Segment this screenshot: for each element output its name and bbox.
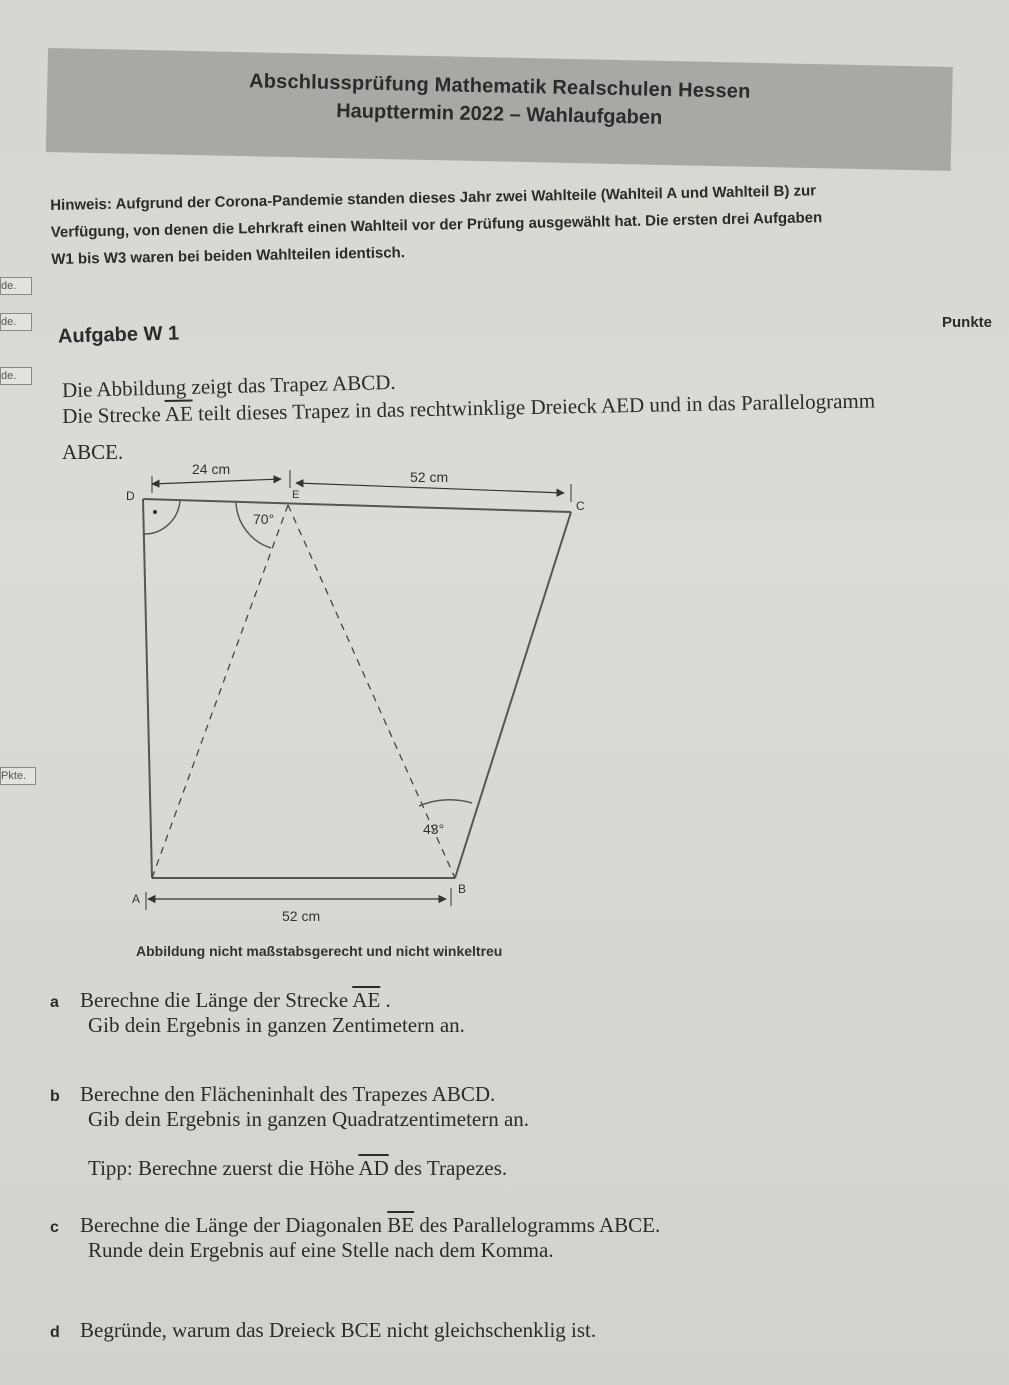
right-angle-dot bbox=[153, 510, 157, 514]
point-label-a: A bbox=[132, 892, 141, 906]
edge-ad bbox=[143, 499, 152, 878]
question-text: Begründe, warum das Dreieck BCE nicht gleichschenklig ist. bbox=[80, 1318, 597, 1342]
dim-label-52-bottom: 52 cm bbox=[282, 908, 321, 924]
hint-line-3: W1 bis W3 waren bei beiden Wahlteilen identisch. bbox=[51, 244, 406, 268]
dimension-line-de bbox=[152, 479, 281, 484]
edge-cb bbox=[455, 512, 571, 878]
point-label-b: B bbox=[458, 882, 467, 896]
header-title: Abschlussprüfung Mathematik Realschulen Hessen bbox=[248, 70, 751, 103]
question-letter: a bbox=[50, 994, 59, 1011]
edge-dc bbox=[143, 499, 571, 512]
margin-box: de. bbox=[0, 313, 32, 331]
margin-box: Pkte. bbox=[0, 767, 36, 785]
segment-ae-dashed bbox=[152, 505, 288, 878]
angle-label-43: 43° bbox=[423, 821, 445, 837]
point-label-e: E bbox=[292, 489, 300, 501]
question-text: . bbox=[380, 988, 391, 1012]
question-c bbox=[50, 1213, 660, 1263]
dim-label-24: 24 cm bbox=[192, 461, 231, 477]
question-instruction: Gib dein Ergebnis in ganzen Quadratzentimetern an. bbox=[88, 1107, 530, 1131]
segment-ae: $\overline{AE}$ bbox=[164, 401, 194, 427]
segment-be: $\overline{BE}$ bbox=[387, 1213, 415, 1237]
angle-label-70: 70° bbox=[253, 511, 275, 527]
question-letter: c bbox=[50, 1219, 59, 1236]
question-d bbox=[50, 1318, 596, 1343]
question-text: Berechne die Länge der Strecke bbox=[80, 988, 353, 1012]
point-label-c: C bbox=[576, 499, 585, 513]
intro-text: Die Strecke bbox=[62, 402, 166, 428]
task-title: Aufgabe W 1 bbox=[57, 322, 180, 348]
angle-arc-b bbox=[419, 800, 472, 806]
question-text: Berechne den Flächeninhalt des Trapezes ABCD. bbox=[80, 1082, 496, 1106]
right-angle-arc bbox=[143, 500, 180, 534]
intro-line-3: ABCE. bbox=[62, 440, 124, 464]
dim-label-52-top: 52 cm bbox=[410, 469, 449, 485]
intro-line-1: Die Abbildung zeigt das Trapez ABCD. bbox=[61, 369, 396, 403]
margin-box: de. bbox=[0, 367, 32, 385]
question-instruction: Gib dein Ergebnis in ganzen Zentimetern an. bbox=[88, 1013, 465, 1037]
segment-ae: $\overline{AE}$ bbox=[352, 988, 381, 1012]
header-subtitle: Haupttermin 2022 – Wahlaufgaben bbox=[336, 100, 663, 129]
point-label-d: D bbox=[126, 489, 135, 503]
figure-caption: Abbildung nicht maßstabsgerecht und nicht winkeltreu bbox=[136, 943, 503, 959]
points-label: Punkte bbox=[942, 314, 993, 331]
question-b bbox=[50, 1082, 529, 1181]
margin-box: de. bbox=[0, 277, 32, 295]
tip-text: des Trapezes. bbox=[388, 1156, 508, 1180]
hint-line-2: Verfügung, von denen die Lehrkraft einen Wahlteil vor der Prüfung ausgewählt hat. Die ersten drei Aufgaben bbox=[50, 209, 823, 241]
segment-ad: $\overline{AD}$ bbox=[358, 1156, 389, 1180]
question-instruction: Runde dein Ergebnis auf eine Stelle nach dem Komma. bbox=[88, 1238, 554, 1262]
tip-text: Tipp: Berechne zuerst die Höhe bbox=[88, 1156, 359, 1180]
question-text: des Parallelogramms ABCE. bbox=[414, 1213, 661, 1237]
question-tip bbox=[88, 1156, 529, 1181]
question-letter: d bbox=[50, 1324, 60, 1341]
hint-line-1: Hinweis: Aufgrund der Corona-Pandemie standen dieses Jahr zwei Wahlteile (Wahlteil A und Wahlteil B) zur bbox=[50, 182, 817, 214]
question-text: Berechne die Länge der Diagonalen bbox=[80, 1213, 388, 1237]
question-letter: b bbox=[50, 1088, 60, 1105]
question-a bbox=[50, 988, 465, 1038]
intro-text: teilt dieses Trapez in das rechtwinklige Dreieck AED und in das Parallelogramm bbox=[192, 388, 876, 426]
